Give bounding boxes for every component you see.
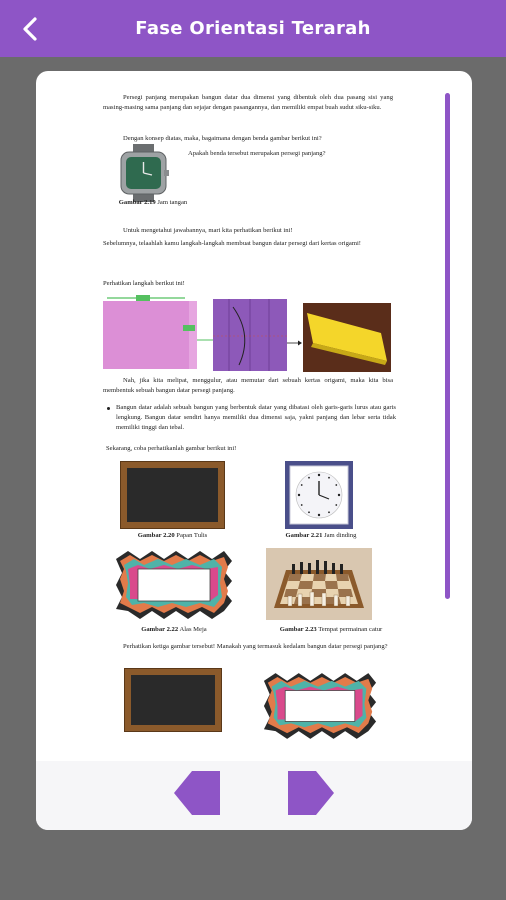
bullet-dot bbox=[107, 407, 110, 410]
blackboard-image bbox=[120, 461, 225, 529]
wall-clock-image bbox=[285, 461, 353, 529]
yellow-folded-paper-image bbox=[303, 303, 391, 372]
previous-page-button[interactable] bbox=[174, 769, 220, 817]
caption-fig-2-21 bbox=[271, 532, 371, 539]
steps-heading: Perhatikan langkah berikut ini! bbox=[103, 280, 185, 287]
table-mat-image-answer bbox=[262, 671, 378, 741]
watch-image bbox=[116, 144, 171, 202]
paragraph-which-rectangle: Perhatikan ketiga gambar tersebut! Manakah yang termasuk kedalam bangun datar persegi panjang? bbox=[123, 643, 388, 650]
app-bar bbox=[0, 0, 506, 57]
step-arrow bbox=[197, 329, 213, 333]
paragraph-definition: Persegi panjang merupakan bangun datar dua dimensi yang dibentuk oleh dua pasang sisi yang masing-masing sama panjang dan sejajar dengan pasangannya, dan memiliki empat buah sudut siku-siku. bbox=[103, 94, 393, 112]
caption-text: Alas Meja bbox=[179, 626, 207, 633]
arrow-right-icon bbox=[288, 769, 334, 817]
page-title: Fase Orientasi Terarah bbox=[135, 18, 371, 39]
caption-number: Gambar 2.21 bbox=[285, 532, 323, 539]
caption-number: Gambar 2.23 bbox=[279, 626, 317, 633]
paragraph-origami-steps: Sebelumnya, telaahlah kamu langkah-langkah membuat bangun datar persegi dari kertas origami! bbox=[103, 240, 361, 247]
paragraph-look-images: Sekarang, coba perhatikanlah gambar berikut ini! bbox=[106, 445, 237, 452]
content-card bbox=[36, 71, 472, 830]
caption-text: Tempat permainan catur bbox=[318, 626, 383, 633]
caption-number: Gambar 2.19 bbox=[118, 199, 156, 206]
caption-fig-2-19 bbox=[108, 198, 198, 207]
caption-number: Gambar 2.20 bbox=[137, 532, 175, 539]
caption-fig-2-23 bbox=[246, 626, 416, 633]
caption-fig-2-22 bbox=[114, 626, 234, 633]
purple-paper-image bbox=[213, 299, 287, 371]
caption-fig-2-20 bbox=[120, 532, 225, 539]
step-arrow-2 bbox=[287, 333, 303, 339]
document-page[interactable] bbox=[36, 71, 472, 761]
caption-number: Gambar 2.22 bbox=[141, 626, 179, 633]
arrow-left-icon bbox=[174, 769, 220, 817]
question-rectangle: Apakah benda tersebut merupakan persegi panjang? bbox=[188, 150, 326, 157]
caption-text: Papan Tulis bbox=[176, 532, 208, 539]
chess-board-image bbox=[266, 548, 372, 620]
table-mat-image bbox=[114, 549, 234, 621]
blackboard-image-answer bbox=[124, 668, 222, 732]
next-page-button[interactable] bbox=[288, 769, 334, 817]
paragraph-question-intro: Dengan konsep diatas, maka, bagaimana dengan benda gambar berikut ini? bbox=[123, 135, 322, 142]
caption-text: Jam dinding bbox=[324, 532, 357, 539]
paragraph-find-answer: Untuk mengetahui jawabannya, mari kita perhatikan berikut ini! bbox=[123, 227, 293, 234]
chevron-left-icon bbox=[20, 16, 42, 42]
navigation-footer bbox=[36, 761, 472, 830]
bullet-definition: Bangun datar adalah sebuah bangun yang berbentuk datar yang dibatasi oleh garis-garis lurus atau garis lengkung. Bangun datar sendiri hanya memiliki dua dimensi saja, yakni panjang dan lebar serta tidak memiliki tinggi dan tebal. bbox=[116, 404, 396, 432]
caption-text: Jam tangan bbox=[157, 199, 188, 206]
scrollbar[interactable] bbox=[445, 93, 450, 599]
paragraph-origami-explain: Nah, jika kita melipat, menggulur, atau memutar dari sebuah kertas origami, maka kita bisa membentuk sebuah bangun datar persegi panjang. bbox=[103, 377, 393, 395]
back-button[interactable] bbox=[14, 12, 48, 46]
pink-paper-image bbox=[103, 295, 197, 369]
